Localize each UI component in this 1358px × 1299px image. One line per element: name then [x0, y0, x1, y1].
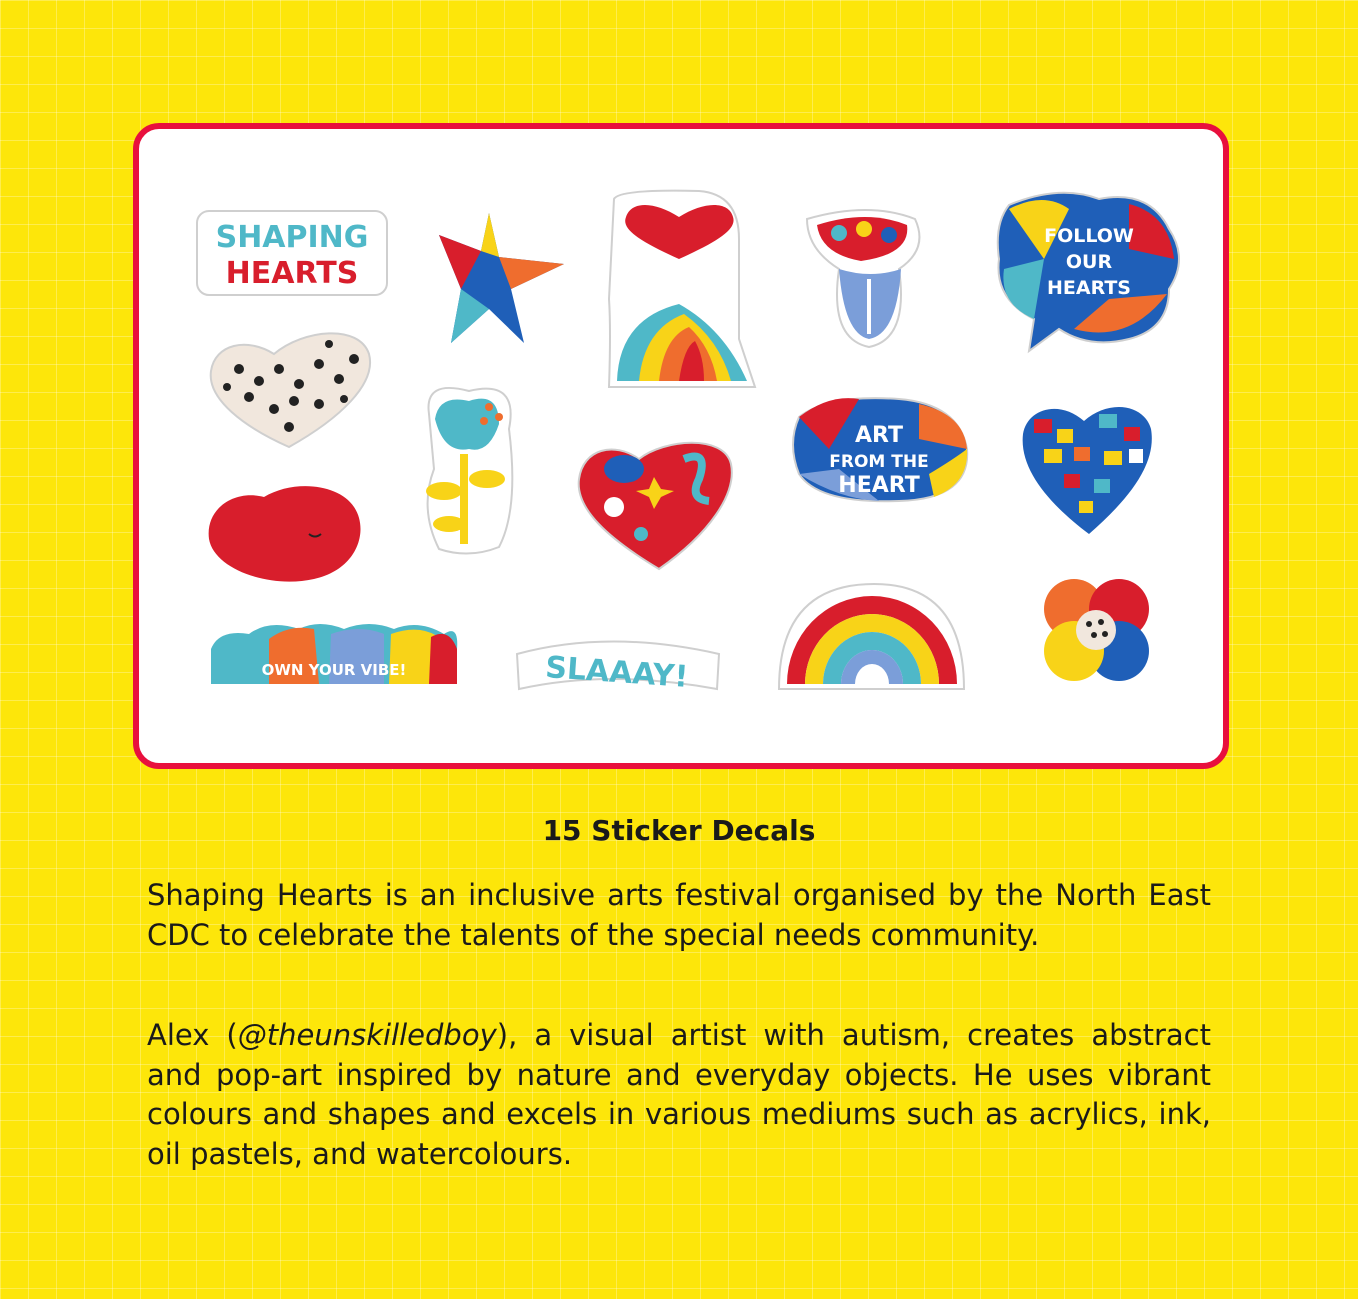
- own-your-vibe-text: OWN YOUR VIBE!: [261, 661, 407, 679]
- hearts-text: HEARTS: [225, 256, 359, 291]
- from-the-text: FROM THE: [829, 452, 929, 472]
- shaping-hearts-sticker: [197, 211, 387, 295]
- rainbow-sticker: [779, 584, 964, 689]
- art-from-the-heart-sticker: [793, 398, 967, 501]
- description-paragraph: Shaping Hearts is an inclusive arts festival organised by the North East CDC to celebrate the talents of the special needs community.: [147, 878, 1211, 952]
- page-heading: 15 Sticker Decals: [542, 814, 816, 847]
- follow-our-hearts-sticker: [998, 193, 1179, 351]
- artist-paragraph: [147, 1016, 1211, 1174]
- star-sticker: [439, 213, 564, 343]
- follow-text: FOLLOW: [1044, 225, 1134, 247]
- sticker-sheet: [139, 129, 1223, 763]
- dotted-heart-sticker: [211, 333, 370, 447]
- flower-sticker: [426, 388, 512, 554]
- our-text: OUR: [1065, 251, 1113, 273]
- heart-text: HEART: [838, 473, 920, 498]
- artist-handle-link[interactable]: @theunskilledboy: [237, 1018, 497, 1052]
- shaping-text: SHAPING: [215, 220, 369, 255]
- abstract-heart-sticker: [579, 443, 732, 569]
- mosaic-heart-sticker: [1023, 407, 1152, 534]
- slaaay-sticker: [517, 642, 719, 695]
- own-your-vibe-sticker: [211, 624, 457, 684]
- tulip-sticker: [807, 210, 919, 347]
- art-text: ART: [855, 423, 903, 448]
- colorful-flower-sticker: [1044, 579, 1149, 681]
- heart-rainbow-sticker: [609, 191, 755, 387]
- red-heart-sticker: [209, 486, 361, 581]
- slaaay-text: SLAAAY!: [544, 650, 690, 695]
- hearts-text: HEARTS: [1046, 277, 1132, 299]
- artist-description: ), a visual artist with autism, creates abstract and pop-art inspired by nature and everyday objects. He uses vibrant colours and shapes and excels in various mediums such as acrylics, ink, oil pastels, and watercolours.: [147, 1018, 1212, 1171]
- artist-prefix: Alex (: [147, 1018, 238, 1052]
- sticker-sheet-card: [133, 123, 1229, 769]
